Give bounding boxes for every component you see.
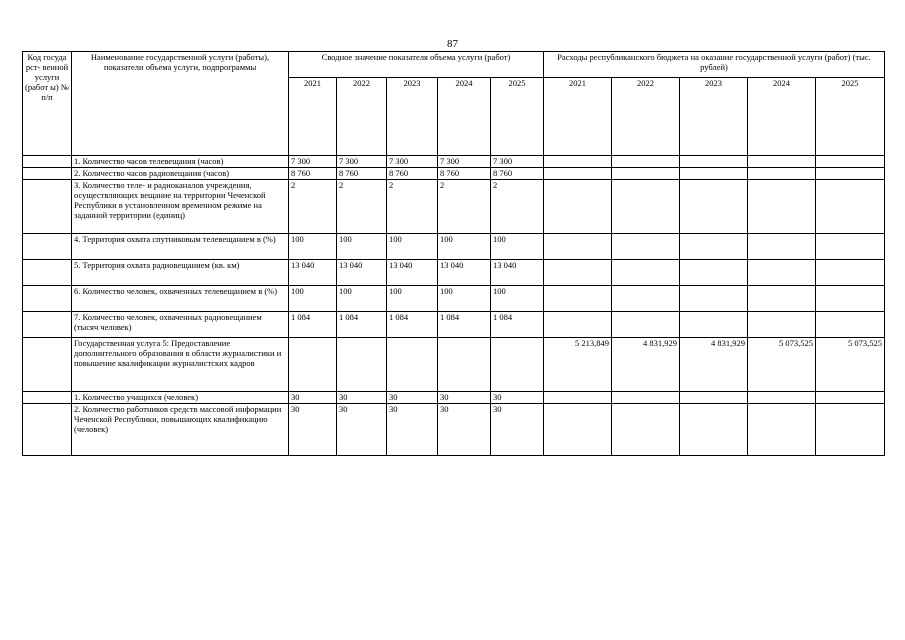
expense-value-cell bbox=[544, 286, 612, 312]
row-name-cell: 1. Количество учащихся (человек) bbox=[72, 392, 289, 404]
table-row bbox=[23, 286, 885, 312]
expense-value-cell bbox=[816, 156, 885, 168]
expense-value-cell bbox=[748, 404, 816, 456]
expense-value-cell bbox=[612, 260, 680, 286]
volume-value-cell: 7 300 bbox=[289, 156, 337, 168]
volume-value-cell: 100 bbox=[387, 286, 438, 312]
row-name-cell: 3. Количество теле- и радиоканалов учреждения, осуществляющих вещание на территории Чеченской Республики в установленном временном режиме на заданной территории (единиц) bbox=[72, 180, 289, 234]
expense-value-cell bbox=[680, 392, 748, 404]
expense-value-cell bbox=[816, 260, 885, 286]
volume-value-cell: 30 bbox=[387, 392, 438, 404]
expense-value-cell bbox=[680, 260, 748, 286]
expense-year-header: 2021 bbox=[544, 78, 612, 156]
expense-value-cell: 4 831,929 bbox=[612, 338, 680, 392]
expense-value-cell bbox=[544, 156, 612, 168]
row-code-cell bbox=[23, 260, 72, 286]
row-name-cell: 2. Количество работников средств массовой информации Чеченской Республики, повышающих квалификацию (человек) bbox=[72, 404, 289, 456]
expense-value-cell bbox=[612, 404, 680, 456]
volume-value-cell: 1 084 bbox=[438, 312, 491, 338]
expense-value-cell bbox=[612, 156, 680, 168]
volume-value-cell bbox=[438, 338, 491, 392]
volume-value-cell: 8 760 bbox=[491, 168, 544, 180]
expense-value-cell bbox=[680, 312, 748, 338]
expense-value-cell bbox=[544, 312, 612, 338]
table-row bbox=[23, 180, 885, 234]
services-table bbox=[22, 51, 885, 456]
row-name-cell: Государственная услуга 5: Предоставление дополнительного образования в области журналистики и повышение квалификации журналистских кадров bbox=[72, 338, 289, 392]
volume-value-cell: 7 300 bbox=[438, 156, 491, 168]
volume-value-cell: 30 bbox=[337, 404, 387, 456]
header-volume-group: Сводное значение показателя объема услуги (работ) bbox=[289, 52, 544, 78]
volume-value-cell bbox=[491, 338, 544, 392]
volume-value-cell: 100 bbox=[289, 286, 337, 312]
row-name-cell: 6. Количество человек, охваченных телевещанием в (%) bbox=[72, 286, 289, 312]
expense-value-cell bbox=[748, 234, 816, 260]
volume-year-header: 2022 bbox=[337, 78, 387, 156]
expense-value-cell bbox=[816, 392, 885, 404]
volume-value-cell: 100 bbox=[438, 286, 491, 312]
volume-value-cell bbox=[387, 338, 438, 392]
expense-value-cell bbox=[680, 180, 748, 234]
row-code-cell bbox=[23, 338, 72, 392]
expense-value-cell bbox=[680, 168, 748, 180]
volume-value-cell: 2 bbox=[491, 180, 544, 234]
volume-value-cell: 100 bbox=[337, 234, 387, 260]
volume-value-cell: 30 bbox=[387, 404, 438, 456]
row-name-cell: 2. Количество часов радиовещания (часов) bbox=[72, 168, 289, 180]
expense-value-cell bbox=[544, 392, 612, 404]
volume-year-header: 2021 bbox=[289, 78, 337, 156]
page-number: 87 bbox=[447, 38, 458, 50]
volume-year-header: 2023 bbox=[387, 78, 438, 156]
expense-value-cell bbox=[544, 180, 612, 234]
expense-value-cell bbox=[748, 156, 816, 168]
volume-value-cell: 13 040 bbox=[438, 260, 491, 286]
row-code-cell bbox=[23, 286, 72, 312]
expense-value-cell bbox=[544, 234, 612, 260]
volume-value-cell: 13 040 bbox=[337, 260, 387, 286]
expense-value-cell bbox=[748, 260, 816, 286]
volume-value-cell: 30 bbox=[289, 404, 337, 456]
expense-value-cell bbox=[816, 168, 885, 180]
row-code-cell bbox=[23, 168, 72, 180]
volume-value-cell: 2 bbox=[387, 180, 438, 234]
volume-value-cell: 7 300 bbox=[337, 156, 387, 168]
row-code-cell bbox=[23, 234, 72, 260]
expense-value-cell bbox=[748, 180, 816, 234]
table-row bbox=[23, 156, 885, 168]
expense-value-cell bbox=[680, 234, 748, 260]
table-row bbox=[23, 234, 885, 260]
row-code-cell bbox=[23, 156, 72, 168]
row-code-cell bbox=[23, 392, 72, 404]
expense-value-cell bbox=[748, 286, 816, 312]
expense-value-cell bbox=[680, 156, 748, 168]
row-name-cell: 4. Территория охвата спутниковым телевещанием в (%) bbox=[72, 234, 289, 260]
expense-value-cell bbox=[612, 234, 680, 260]
volume-value-cell: 1 084 bbox=[491, 312, 544, 338]
volume-year-header: 2025 bbox=[491, 78, 544, 156]
volume-value-cell: 13 040 bbox=[491, 260, 544, 286]
volume-value-cell: 100 bbox=[337, 286, 387, 312]
header-row-top bbox=[23, 52, 885, 78]
expense-value-cell bbox=[816, 404, 885, 456]
expense-value-cell bbox=[816, 312, 885, 338]
table-row bbox=[23, 312, 885, 338]
expense-year-header: 2024 bbox=[748, 78, 816, 156]
volume-value-cell: 30 bbox=[438, 404, 491, 456]
volume-value-cell bbox=[337, 338, 387, 392]
expense-value-cell bbox=[612, 392, 680, 404]
volume-value-cell: 8 760 bbox=[387, 168, 438, 180]
expense-value-cell bbox=[680, 404, 748, 456]
row-name-cell: 5. Территория охвата радиовещанием (кв. км) bbox=[72, 260, 289, 286]
header-name: Наименование государственной услуги (работы), показатели объема услуги, подпрограммы bbox=[72, 52, 289, 156]
volume-value-cell: 30 bbox=[491, 392, 544, 404]
expense-value-cell bbox=[612, 168, 680, 180]
expense-value-cell bbox=[816, 180, 885, 234]
expense-value-cell bbox=[816, 234, 885, 260]
table-row bbox=[23, 392, 885, 404]
volume-value-cell: 30 bbox=[289, 392, 337, 404]
expense-value-cell bbox=[748, 168, 816, 180]
volume-value-cell: 30 bbox=[491, 404, 544, 456]
volume-year-header: 2024 bbox=[438, 78, 491, 156]
header-code: Код госуда рст- венной услуги (работ ы) № п/п bbox=[23, 52, 72, 156]
row-name-cell: 1. Количество часов телевещания (часов) bbox=[72, 156, 289, 168]
expense-value-cell: 5 073,525 bbox=[748, 338, 816, 392]
volume-value-cell: 100 bbox=[491, 286, 544, 312]
row-code-cell bbox=[23, 180, 72, 234]
expense-value-cell bbox=[748, 392, 816, 404]
volume-value-cell: 100 bbox=[438, 234, 491, 260]
volume-value-cell: 8 760 bbox=[289, 168, 337, 180]
volume-value-cell: 8 760 bbox=[438, 168, 491, 180]
expense-value-cell bbox=[544, 260, 612, 286]
volume-value-cell: 13 040 bbox=[387, 260, 438, 286]
volume-value-cell: 13 040 bbox=[289, 260, 337, 286]
expense-year-header: 2023 bbox=[680, 78, 748, 156]
volume-value-cell: 2 bbox=[289, 180, 337, 234]
volume-value-cell: 1 084 bbox=[337, 312, 387, 338]
expense-value-cell bbox=[612, 286, 680, 312]
table-row bbox=[23, 404, 885, 456]
volume-value-cell: 100 bbox=[289, 234, 337, 260]
expense-value-cell bbox=[612, 180, 680, 234]
header-expense-group: Расходы республиканского бюджета на оказание государственной услуги (работ) (тыс. рублей) bbox=[544, 52, 885, 78]
expense-value-cell bbox=[544, 168, 612, 180]
volume-value-cell: 100 bbox=[387, 234, 438, 260]
expense-value-cell: 4 831,929 bbox=[680, 338, 748, 392]
expense-value-cell bbox=[816, 286, 885, 312]
volume-value-cell: 2 bbox=[438, 180, 491, 234]
table-row bbox=[23, 260, 885, 286]
expense-value-cell: 5 213,849 bbox=[544, 338, 612, 392]
expense-year-header: 2022 bbox=[612, 78, 680, 156]
volume-value-cell: 8 760 bbox=[337, 168, 387, 180]
volume-value-cell: 1 084 bbox=[289, 312, 337, 338]
volume-value-cell: 7 300 bbox=[387, 156, 438, 168]
expense-value-cell bbox=[612, 312, 680, 338]
expense-value-cell bbox=[748, 312, 816, 338]
row-name-cell: 7. Количество человек, охваченных радиовещанием (тысяч человек) bbox=[72, 312, 289, 338]
volume-value-cell bbox=[289, 338, 337, 392]
expense-value-cell: 5 073,525 bbox=[816, 338, 885, 392]
expense-year-header: 2025 bbox=[816, 78, 885, 156]
volume-value-cell: 30 bbox=[337, 392, 387, 404]
table-row bbox=[23, 168, 885, 180]
table-row bbox=[23, 338, 885, 392]
table-body bbox=[23, 156, 885, 456]
volume-value-cell: 1 084 bbox=[387, 312, 438, 338]
row-code-cell bbox=[23, 312, 72, 338]
volume-value-cell: 100 bbox=[491, 234, 544, 260]
volume-value-cell: 2 bbox=[337, 180, 387, 234]
row-code-cell bbox=[23, 404, 72, 456]
expense-value-cell bbox=[544, 404, 612, 456]
volume-value-cell: 30 bbox=[438, 392, 491, 404]
volume-value-cell: 7 300 bbox=[491, 156, 544, 168]
expense-value-cell bbox=[680, 286, 748, 312]
